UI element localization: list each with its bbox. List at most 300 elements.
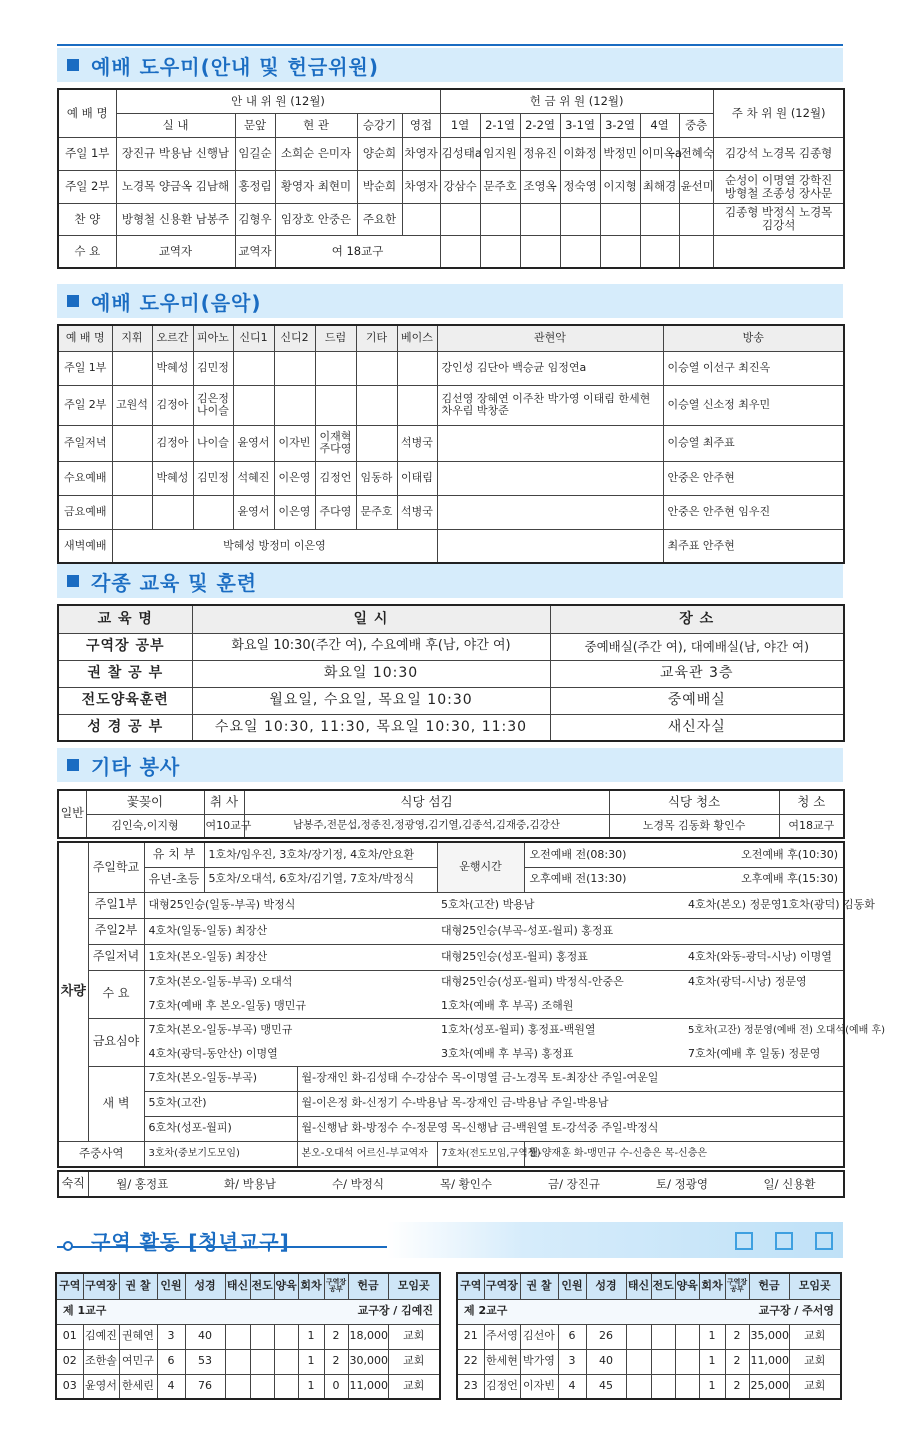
cell: 21 (457, 1324, 484, 1349)
col-head: 모임곳 (388, 1273, 440, 1299)
col-head: 취 사 (204, 790, 244, 814)
cell: 김정언 (315, 461, 356, 495)
cell: 대형25인승(부곡-성포-월피) 홍정표 (437, 918, 844, 944)
district-table-right (456, 1272, 842, 1400)
cell: 방형철 신용환 남봉주 (116, 203, 235, 235)
cell: 0 (324, 1374, 348, 1399)
table-row (58, 660, 844, 687)
table-row (457, 1374, 841, 1399)
table-row (58, 970, 844, 994)
cell: 강삼수 (440, 170, 480, 203)
cell: 이재혁 주다영 (315, 425, 356, 461)
sub-head: 승강기 (357, 113, 402, 137)
cell: 7호차(본오-일동-부곡) 맹민규 (144, 1018, 437, 1042)
row-label: 수 요 (58, 235, 116, 268)
cell: 목/ 황인수 (440, 1176, 492, 1191)
sub-head: 문앞 (235, 113, 275, 137)
table-row (457, 1349, 841, 1374)
col-head-service: 예 배 명 (58, 89, 116, 137)
row-label: 주일2부 (88, 918, 144, 944)
cell: 7호차(본오-일동-부곡) 오대석 (144, 970, 437, 994)
section-header-service (57, 748, 843, 782)
music-table (57, 324, 845, 564)
col-head: 권 찰 (119, 1273, 157, 1299)
cell: 여 18교구 (275, 235, 440, 268)
row-label: 금요예배 (58, 495, 112, 529)
col-head: 꽃꽂이 (86, 790, 204, 814)
time-cell (524, 842, 844, 867)
cell: 안중은 안주현 (663, 461, 844, 495)
cell: 박혜성 (152, 351, 193, 385)
cell: 한세린 (119, 1374, 157, 1399)
col-head: 식당 청소 (609, 790, 779, 814)
sub-head: 2-1열 (480, 113, 520, 137)
row-label: 전도양육훈련 (58, 687, 192, 714)
cell: 일/ 신용환 (763, 1176, 816, 1191)
row-label: 성 경 공 부 (58, 714, 192, 741)
cell: 화/ 박용남 (224, 1176, 276, 1191)
cell: 1호차/임우진, 3호차/장기정, 4호차/안요환 (204, 842, 437, 867)
time: 오전예배 전(08:30) (529, 847, 627, 861)
cell: 교회 (388, 1349, 440, 1374)
cell: 5호차(고잔) 정문영(예배 전) 오대석(예배 후) (684, 1018, 844, 1042)
cell: 김종형 박정식 노경목 김강석 (713, 203, 844, 235)
cell: 3 (558, 1349, 586, 1374)
cell: 7호차(전도모임,구역장) (437, 1141, 524, 1167)
cell: 3호차(중보기도모임) (144, 1141, 297, 1167)
cell: 교회 (789, 1374, 841, 1399)
cell: 김은정 나이슬 (193, 385, 233, 425)
col-head: 신디2 (274, 325, 315, 351)
cell: 유년-초등 (144, 867, 204, 892)
cell: 1호차(성포-월피) 홍정표-백원열 (441, 1023, 596, 1037)
cell: 2 (725, 1349, 749, 1374)
section-title: 각종 교육 및 훈련 (91, 570, 258, 595)
cell: 석병국 (397, 425, 437, 461)
cell: 1 (298, 1374, 324, 1399)
cell: 노경목 양금옥 김남해 (116, 170, 235, 203)
square-outline-icons (735, 1232, 833, 1250)
sub-head: 1열 (440, 113, 480, 137)
col-head: 모임곳 (789, 1273, 841, 1299)
cell: 01 (56, 1324, 83, 1349)
square-bullet-icon (67, 295, 79, 307)
col-head: 회차 (699, 1273, 725, 1299)
table-row (58, 1141, 844, 1167)
section-header-guides (57, 48, 843, 82)
col-head: 장 소 (550, 605, 844, 633)
cell: 1 (699, 1324, 725, 1349)
col-head: 구역 (56, 1273, 83, 1299)
section-title: 예배 도우미(음악) (91, 290, 262, 315)
cell: 45 (586, 1374, 626, 1399)
row-label: 주일 2부 (58, 170, 116, 203)
cell: 7호차(본오-일동-부곡) (144, 1066, 297, 1091)
cell: 월-장재인 화-김성태 수-강삼수 목-이명열 금-노경목 토-최장산 주일-여운일 (297, 1066, 844, 1091)
cell: 1호차(예배 후 부곡) 조해원 (437, 994, 844, 1018)
cell: 박혜성 (152, 461, 193, 495)
cell: 여10교구 (204, 814, 244, 838)
section-title: 예배 도우미(안내 및 헌금위원) (91, 54, 380, 79)
time-cell (524, 867, 844, 892)
cell: 2 (725, 1324, 749, 1349)
text: 4호차(본오) 정문영 (688, 897, 782, 911)
cell: 40 (185, 1324, 225, 1349)
row-label: 수요예배 (58, 461, 112, 495)
sub-head: 영접 (402, 113, 440, 137)
col-head: 구역장 공부 (324, 1273, 348, 1299)
col-head: 전도 (651, 1273, 675, 1299)
cell: 교회 (789, 1349, 841, 1374)
cell: 석병국 (397, 495, 437, 529)
cell: 4호차(광덕-동안산) 이명열 (144, 1042, 437, 1066)
cell: 윤영서 (233, 495, 274, 529)
sub-head: 2-2열 (520, 113, 560, 137)
cell: 6 (157, 1349, 185, 1374)
cell: 한세현 (484, 1349, 520, 1374)
col-head: 베이스 (397, 325, 437, 351)
cell: 김선아 (520, 1324, 558, 1349)
cell: 4 (558, 1374, 586, 1399)
col-head: 태신 (225, 1273, 250, 1299)
cell: 김정언 (484, 1374, 520, 1399)
col-head: 교 육 명 (58, 605, 192, 633)
col-head: 구역장 공부 (725, 1273, 749, 1299)
col-head: 회차 (298, 1273, 324, 1299)
cell: 4 (157, 1374, 185, 1399)
cell: 5호차(고잔) 박용남 (437, 892, 684, 918)
cell: 석혜진 (233, 461, 274, 495)
cell: 순성이 이명열 강학진 방형철 조종성 장사문 (713, 170, 844, 203)
table-row (58, 529, 844, 563)
text: 1호차(광덕) 김동화 (781, 897, 875, 911)
cell: 임동하 (356, 461, 397, 495)
table-row (58, 170, 844, 203)
table-row (58, 994, 844, 1018)
cell: 11,000 (348, 1374, 388, 1399)
cell: 이태림 (397, 461, 437, 495)
col-head: 양육 (675, 1273, 699, 1299)
section-header-education (57, 564, 843, 598)
cell: 김예진 (83, 1324, 119, 1349)
cell: 3 (157, 1324, 185, 1349)
cell: 주서영 (484, 1324, 520, 1349)
col-head: 방송 (663, 325, 844, 351)
general-label: 일반 (58, 790, 86, 838)
cell: 40 (586, 1349, 626, 1374)
sub-head: 4열 (640, 113, 679, 137)
col-head-offering: 헌 금 위 원 (12월) (440, 89, 713, 113)
row-label: 주일1부 (88, 892, 144, 918)
group-row (457, 1299, 841, 1324)
cell: 23 (457, 1374, 484, 1399)
table-row (58, 1066, 844, 1091)
cell: 강인성 김단아 백승균 임정연a (437, 351, 663, 385)
cell: 김정아 (152, 425, 193, 461)
cell: 교회 (388, 1374, 440, 1399)
group-label: 제 1교구 (63, 1304, 107, 1318)
cell: 교육관 3층 (550, 660, 844, 687)
cell: 교역자 (116, 235, 235, 268)
cell: 6호차(성포-월피) (144, 1116, 297, 1141)
cell: 최해경 (640, 170, 679, 203)
sub-head: 현 관 (275, 113, 357, 137)
col-head: 인원 (558, 1273, 586, 1299)
cell: 7호차(예배 후 본오-일동) 맹민규 (144, 994, 437, 1018)
cell: 이지형 (600, 170, 640, 203)
table-row (58, 633, 844, 660)
cell: 대형25인승(일동-부곡) 박정식 (144, 892, 437, 918)
row-label: 금요심야 (88, 1018, 144, 1066)
square-bullet-icon (67, 575, 79, 587)
section-title: 기타 봉사 (91, 754, 181, 779)
cell: 윤영서 (83, 1374, 119, 1399)
table-row (56, 1374, 440, 1399)
section-title: 구역 활동 [청년교구] (91, 1230, 290, 1254)
table-row (58, 944, 844, 970)
cell: 교회 (388, 1324, 440, 1349)
cell: 2 (324, 1349, 348, 1374)
section-header-district (57, 1222, 843, 1258)
cell: 여민구 (119, 1349, 157, 1374)
cell: 월-신행남 화-방정수 수-정문영 목-신행남 금-백원열 토-강석중 주일-박정식 (297, 1116, 844, 1141)
cell: 대형25인승(성포-월피) 홍정표 (437, 944, 684, 970)
vehicle-label: 차량 (58, 842, 88, 1141)
cell: 안중은 안주현 임우진 (663, 495, 844, 529)
cell: 이승열 이선구 최진옥 (663, 351, 844, 385)
col-head-guide: 안 내 위 원 (12월) (116, 89, 440, 113)
time: 오후예배 후(15:30) (741, 872, 838, 886)
cell: 1 (298, 1324, 324, 1349)
section-header-music (57, 284, 843, 318)
col-head: 예 배 명 (58, 325, 112, 351)
cell: 대형25인승(성포-월피) 박정식-안중은 (441, 975, 624, 989)
cell: 유 치 부 (144, 842, 204, 867)
cell: 이승열 최주표 (663, 425, 844, 461)
col-head: 성경 (586, 1273, 626, 1299)
cell: 수요일 10:30, 11:30, 목요일 10:30, 11:30 (192, 714, 550, 741)
cell: 중예배실(주간 여), 대예배실(남, 야간 여) (550, 633, 844, 660)
col-head: 헌금 (749, 1273, 789, 1299)
cell: 22 (457, 1349, 484, 1374)
group-leader: 교구장 / 주서영 (758, 1304, 834, 1318)
cell: 조한솔 (83, 1349, 119, 1374)
cell: 소희순 은미자 (275, 137, 357, 170)
cell: 교역자 (235, 235, 275, 268)
cell: 2 (324, 1324, 348, 1349)
header-band (387, 1222, 843, 1258)
night-duty-table (57, 1170, 845, 1198)
col-head: 권 찰 (520, 1273, 558, 1299)
cell: 주요한 (357, 203, 402, 235)
row-label: 주일 1부 (58, 351, 112, 385)
col-head: 드럼 (315, 325, 356, 351)
col-head: 구역장 (83, 1273, 119, 1299)
cell: 4호차(와동-광덕-시낭) 이명열 (684, 944, 844, 970)
cell: 수/ 박정식 (332, 1176, 384, 1191)
cell: 주다영 (315, 495, 356, 529)
cell: 02 (56, 1349, 83, 1374)
cell: 이승열 신소정 최우민 (663, 385, 844, 425)
cell: 월요일, 수요일, 목요일 10:30 (192, 687, 550, 714)
circle-bullet-icon (63, 1241, 73, 1251)
col-head: 식당 섬김 (244, 790, 609, 814)
row-label: 구역장 공부 (58, 633, 192, 660)
guide-table (57, 88, 845, 269)
cell: 양순희 (357, 137, 402, 170)
cell: 김인숙,이지형 (86, 814, 204, 838)
cell: 이은영 (274, 461, 315, 495)
table-row (58, 918, 844, 944)
cell: 본오-오대석 어르신-부교역자 (297, 1141, 437, 1167)
cell: 6 (558, 1324, 586, 1349)
time: 오후예배 전(13:30) (529, 872, 627, 886)
table-row (58, 203, 844, 235)
square-outline-icon (775, 1232, 793, 1250)
row-label: 주일저녁 (58, 425, 112, 461)
cell: 문주호 (480, 170, 520, 203)
service-table (57, 789, 845, 839)
row-label: 새벽예배 (58, 529, 112, 563)
cell: 7호차(예배 후 일동) 정문영 (684, 1042, 844, 1066)
col-head: 일 시 (192, 605, 550, 633)
cell: 김민정 (193, 461, 233, 495)
group-label: 제 2교구 (464, 1304, 508, 1318)
group-leader: 교구장 / 김예진 (357, 1304, 433, 1318)
cell: 정숙영 (560, 170, 600, 203)
table-row (58, 1042, 844, 1066)
cell: 장진규 박용남 신행남 (116, 137, 235, 170)
table-row (56, 1349, 440, 1374)
cell: 권혜연 (119, 1324, 157, 1349)
square-outline-icon (735, 1232, 753, 1250)
col-head: 피아노 (193, 325, 233, 351)
cell: 김정아 (152, 385, 193, 425)
cell: 2 (725, 1374, 749, 1399)
cell: 18,000 (348, 1324, 388, 1349)
col-head: 구역장 (484, 1273, 520, 1299)
table-row (58, 1116, 844, 1141)
cell: 25,000 (749, 1374, 789, 1399)
cell: 이자빈 (274, 425, 315, 461)
cell: 홍정림 (235, 170, 275, 203)
table-row (457, 1324, 841, 1349)
cell: 문주호 (356, 495, 397, 529)
cell: 새신자실 (550, 714, 844, 741)
cell (684, 892, 875, 918)
square-bullet-icon (67, 759, 79, 771)
col-head: 양육 (274, 1273, 298, 1299)
sub-head: 3-2열 (600, 113, 640, 137)
cell: 30,000 (348, 1349, 388, 1374)
cell: 토/ 정광영 (656, 1176, 708, 1191)
cell: 4호차(일동-일동) 최장산 (144, 918, 437, 944)
col-head: 태신 (626, 1273, 651, 1299)
row-label: 찬 양 (58, 203, 116, 235)
cell: 조영옥 (520, 170, 560, 203)
cell: 여18교구 (779, 814, 844, 838)
table-row (58, 892, 844, 918)
square-bullet-icon (67, 59, 79, 71)
col-head: 지휘 (112, 325, 152, 351)
cell: 박혜성 방정미 이은영 (112, 529, 437, 563)
col-head: 오르간 (152, 325, 193, 351)
col-head: 관현악 (437, 325, 663, 351)
cell: 김성태a (440, 137, 480, 170)
col-head: 전도 (250, 1273, 274, 1299)
col-head-parking: 주 차 위 원 (12월) (713, 89, 844, 137)
cell: 월/ 홍정표 (116, 1176, 169, 1191)
cell: 고원석 (112, 385, 152, 425)
cell: 김강석 노경목 김종형 (713, 137, 844, 170)
row-label: 주일 2부 (58, 385, 112, 425)
cell: 차영자 (402, 137, 440, 170)
cell: 4호차(광덕-시낭) 정문영 (684, 970, 844, 994)
cell (112, 351, 152, 385)
cell: 임장호 안중은 (275, 203, 357, 235)
col-head: 헌금 (348, 1273, 388, 1299)
table-row (58, 714, 844, 741)
cell: 윤선미 (679, 170, 713, 203)
row-label: 주일 1부 (58, 137, 116, 170)
cell: 노경목 김동화 황인수 (609, 814, 779, 838)
cell: 화요일 10:30 (192, 660, 550, 687)
cell: 김선영 장혜연 이주찬 박가영 이태림 한세현 차우림 박창준 (437, 385, 663, 425)
cell: 정유진 (520, 137, 560, 170)
table-row (58, 1091, 844, 1116)
cell: 1 (298, 1349, 324, 1374)
row-label: 숙직 (58, 1171, 88, 1197)
cell: 전혜숙 (679, 137, 713, 170)
table-row (58, 687, 844, 714)
cell: 나이슬 (193, 425, 233, 461)
cell: 최주표 안주현 (663, 529, 844, 563)
table-row (58, 235, 844, 268)
cell: 중예배실 (550, 687, 844, 714)
col-head: 구역 (457, 1273, 484, 1299)
row-label: 새 벽 (88, 1066, 144, 1141)
cell: 월-이은정 화-신정기 수-박용남 목-장재인 금-박용남 주일-박용남 (297, 1091, 844, 1116)
cell: 3호차(예배 후 부곡) 홍정표 (441, 1046, 574, 1060)
table-row (58, 495, 844, 529)
cell: 53 (185, 1349, 225, 1374)
cell: 76 (185, 1374, 225, 1399)
sub-head: 실 내 (116, 113, 235, 137)
table-row (58, 461, 844, 495)
cell: 이미옥a (640, 137, 679, 170)
row-label: 주일저녁 (88, 944, 144, 970)
cell: 이은영 (274, 495, 315, 529)
cell: 금/ 장진규 (548, 1176, 600, 1191)
col-head: 청 소 (779, 790, 844, 814)
education-table (57, 604, 845, 742)
cell: 윤영서 (233, 425, 274, 461)
col-head: 성경 (185, 1273, 225, 1299)
sub-head: 3-1열 (560, 113, 600, 137)
table-row (58, 1018, 844, 1042)
row-label: 권 찰 공 부 (58, 660, 192, 687)
cell: 박가영 (520, 1349, 558, 1374)
cell: 5호차(고잔) (144, 1091, 297, 1116)
cell: 임지원 (480, 137, 520, 170)
cell: 차영자 (402, 170, 440, 203)
district-table-left (55, 1272, 441, 1400)
cell: 5호차/오대석, 6호차/김기열, 7호차/박정식 (204, 867, 437, 892)
cell: 박순희 (357, 170, 402, 203)
table-row (58, 137, 844, 170)
cell: 26 (586, 1324, 626, 1349)
cell: 김형우 (235, 203, 275, 235)
